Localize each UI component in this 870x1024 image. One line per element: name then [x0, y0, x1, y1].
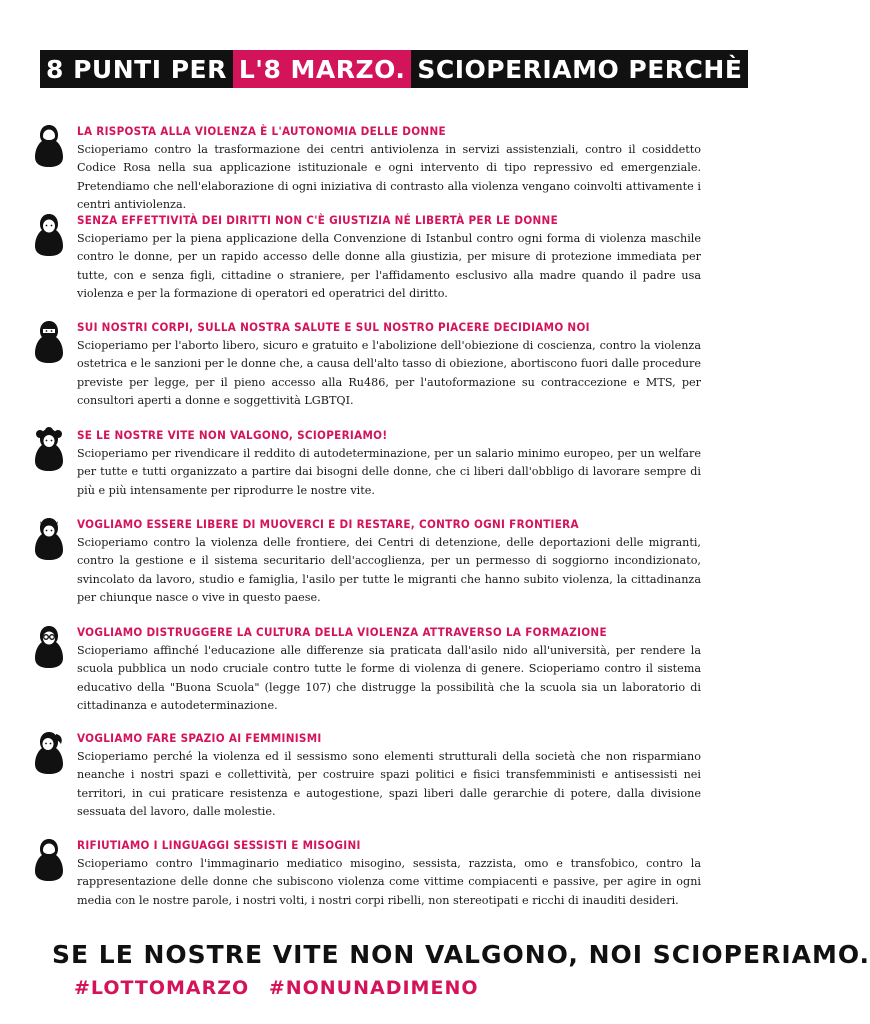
matryoshka-bearded-icon: [34, 838, 64, 882]
point-title: SE LE NOSTRE VITE NON VALGONO, SCIOPERIAMO!: [77, 428, 388, 442]
page-title: [40, 50, 748, 88]
point-title: SUI NOSTRI CORPI, SULLA NOSTRA SALUTE E SUL NOSTRO PIACERE DECIDIAMO NOI: [77, 320, 590, 334]
point-title: SENZA EFFETTIVITÀ DEI DIRITTI NON C'È GIUSTIZIA NÉ LIBERTÀ PER LE DONNE: [77, 213, 559, 227]
hashtag-nonunadimeno: #NONUNADIMENO: [268, 977, 479, 999]
point-text: Scioperiamo per l'aborto libero, sicuro e gratuito e l'abolizione dell'obiezione di coscienza, contro la violenza ostetrica e le sanzioni per le donne che, a causa dell'alto tasso di obiezione, abortiscono fuori dalle procedure previste per legge, per il pieno accesso alla Ru486, per l'autoformazione su contraccezione e MTS, per consultori aperti a donne e soggettività LGBTQI.: [77, 339, 702, 408]
point-text: Scioperiamo per rivendicare il reddito di autodeterminazione, per un salario minimo europeo, per un welfare per tutte e tutti organizzato a partire dai bisogni delle donne, che ci liberi dall'obbligo di lavorare sempre di più e più intensamente per riprodurre le nostre vite.: [77, 447, 701, 497]
point-title: LA RISPOSTA ALLA VIOLENZA È L'AUTONOMIA DELLE DONNE: [77, 124, 446, 138]
point-title: VOGLIAMO ESSERE LIBERE DI MUOVERCI E DI RESTARE, CONTRO OGNI FRONTIERA: [77, 517, 579, 531]
title-part-1: 8 PUNTI PER: [40, 50, 233, 88]
matryoshka-plain-icon: [34, 213, 64, 257]
title-part-3: SCIOPERIAMO PERCHÈ: [411, 50, 748, 88]
matryoshka-veiled-icon: [34, 320, 64, 364]
hashtag-lottomarzo: #LOTTOMARZO: [74, 977, 250, 999]
point-text: Scioperiamo contro l'immaginario mediatico misogino, sessista, razzista, omo e transfobico, contro la rappresentazione delle donne che subiscono violenza come vittime compiacenti e passive, per agire in ogni media con le nostre parole, i nostri volti, i nostri corpi ribelli, non stereotipati e ricchi di inauditi desideri.: [77, 857, 701, 907]
point-text: Scioperiamo contro la trasformazione dei centri antiviolenza in servizi assistenziali, contro il cosiddetto Codice Rosa nella sua applicazione istituzionale e ogni intervento di tipo repressivo ed emergenziale. Pretendiamo che nell'elaborazione di ogni iniziativa di contrasto alla violenza vengano coinvolti attivamente i centri antiviolenza.: [77, 143, 701, 212]
footer-slogan: SE LE NOSTRE VITE NON VALGONO, NOI SCIOPERIAMO.: [52, 940, 870, 969]
point-title: RIFIUTIAMO I LINGUAGGI SESSISTI E MISOGINI: [77, 838, 361, 852]
point-title: VOGLIAMO FARE SPAZIO AI FEMMINISMI: [77, 731, 322, 745]
point-text: Scioperiamo affinché l'educazione alle differenze sia praticata dall'asilo nido all'università, per rendere la scuola pubblica un nodo cruciale contro tutte le forme di violenza di genere. Scioperiamo contro il sistema educativo della "Buona Scuola" (legge 107) che distrugge la possibilità che la scuola sia un laboratorio di cittadinanza e autodeterminazione.: [77, 644, 701, 713]
footer-hashtags: [74, 977, 491, 999]
point-text: Scioperiamo perché la violenza ed il sessismo sono elementi strutturali della società che non risparmiano neanche i nostri spazi e collettività, per costruire spazi politici e fisici transfemministi e antisessisti nei territori, in cui praticare resistenza e autogestione, spazi liberi dalle gerarchie di potere, dalla divisione sessuata del lavoro, dalle molestie.: [77, 750, 701, 819]
matryoshka-spiky-icon: [34, 517, 64, 561]
matryoshka-glasses-icon: [34, 625, 64, 669]
point-title: VOGLIAMO DISTRUGGERE LA CULTURA DELLA VIOLENZA ATTRAVERSO LA FORMAZIONE: [77, 625, 607, 639]
matryoshka-curly-icon: [34, 428, 64, 472]
point-text: Scioperiamo contro la violenza delle frontiere, dei Centri di detenzione, delle deportazioni delle migranti, contro la gestione e il sistema securitario dell'accoglienza, per un permesso di soggiorno incondizionato, svincolato da lavoro, studio e famiglia, l'asilo per tutte le migranti che hanno subito violenza, la cittadinanza per chiunque nasce o vive in questo paese.: [77, 536, 701, 605]
title-part-2: L'8 MARZO.: [233, 50, 412, 88]
point-text: Scioperiamo per la piena applicazione della Convenzione di Istanbul contro ogni forma di violenza maschile contro le donne, per un rapido accesso delle donne alla giustizia, per misure di protezione immediata per tutte, con e senza figli, cittadine o straniere, per l'affidamento esclusivo alla madre quando il padre usa violenza e per la formazione di operatori ed operatrici del diritto.: [77, 232, 701, 301]
matryoshka-ponytail-icon: [34, 731, 64, 775]
matryoshka-bearded-icon: [34, 124, 64, 168]
